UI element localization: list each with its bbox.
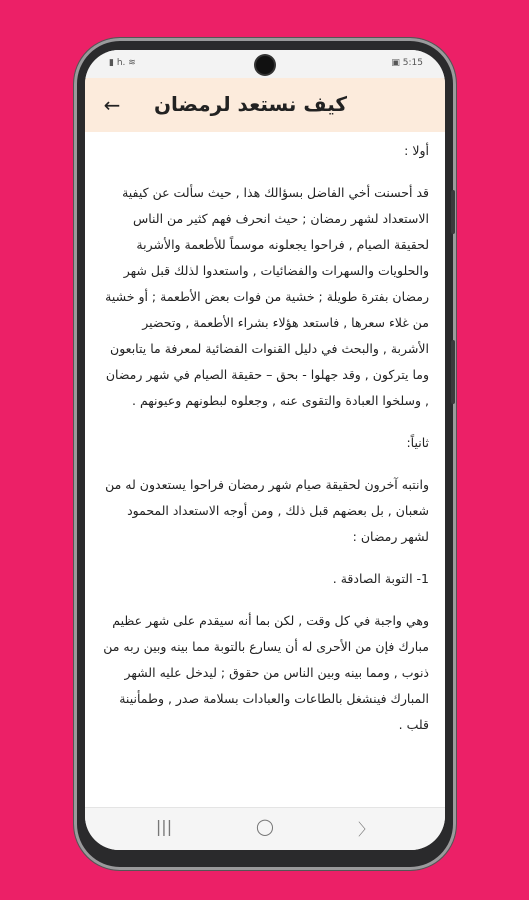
recents-icon[interactable]: ||| [155, 817, 173, 836]
phone-screen [85, 50, 445, 850]
paragraph-heading-second: ثانياً: [406, 435, 429, 450]
status-clock: ▣ 5:15 [391, 58, 423, 68]
status-bar [85, 50, 445, 78]
power-button [451, 340, 455, 404]
system-nav-bar [85, 807, 445, 850]
list-item-repentance: 1- التوبة الصادقة . [332, 571, 429, 586]
home-icon[interactable]: ◯ [256, 817, 274, 836]
camera-icon [256, 56, 274, 74]
paragraph: وهي واجبة في كل وقت , لكن بما أنه سيقدم على شهر عظيم مبارك فإن من الأحرى له أن يسارع بالتوبة مما بينه وبين ربه من ذنوب , ومما بينه وبين الناس من حقوق ; ليدخل عليه الشهر المبارك فينشغل بالطاعات والعبادات بسلامة صدر , وطمأنينة قلب . [103, 613, 429, 732]
article-content[interactable] [101, 138, 429, 810]
paragraph-heading-first: أولا : [404, 143, 429, 158]
status-icons-left: ▮ h. ≋ [109, 58, 136, 68]
nav-back-icon[interactable]: 〉 [357, 820, 374, 839]
app-bar [85, 78, 445, 132]
back-arrow-icon[interactable]: ← [103, 93, 121, 117]
paragraph: وانتبه آخرون لحقيقة صيام شهر رمضان فراحوا يستعدون له من شعبان , بل بعضهم قبل ذلك , ومن أوجه الاستعداد المحمود لشهر رمضان : [105, 477, 429, 544]
volume-button [451, 190, 455, 234]
page-title: كيف نستعد لرمضان [153, 92, 347, 116]
paragraph: قد أحسنت أخي الفاضل بسؤالك هذا , حيث سألت عن كيفية الاستعداد لشهر رمضان ; حيث انحرف فهم كثير من الناس لحقيقة الصيام , فراحوا يجعلونه موسماً للأطعمة والأشربة والحلويات والسهرات والفضائيات , واستعدوا لذلك قبل شهر رمضان بفترة طويلة ; خشية من فوات بعض الأطعمة ; أو خشية من غلاء سعرها , فاستعد هؤلاء بشراء الأطعمة , وتحضير الأشربة , والبحث في دليل القنوات الفضائية لمعرفة ما يتابعون وما يتركون , وقد جهلوا - بحق – حقيقة الصيام في شهر رمضان , وسلخوا العبادة والتقوى عنه , وجعلوه لبطونهم وعيونهم . [105, 185, 429, 408]
